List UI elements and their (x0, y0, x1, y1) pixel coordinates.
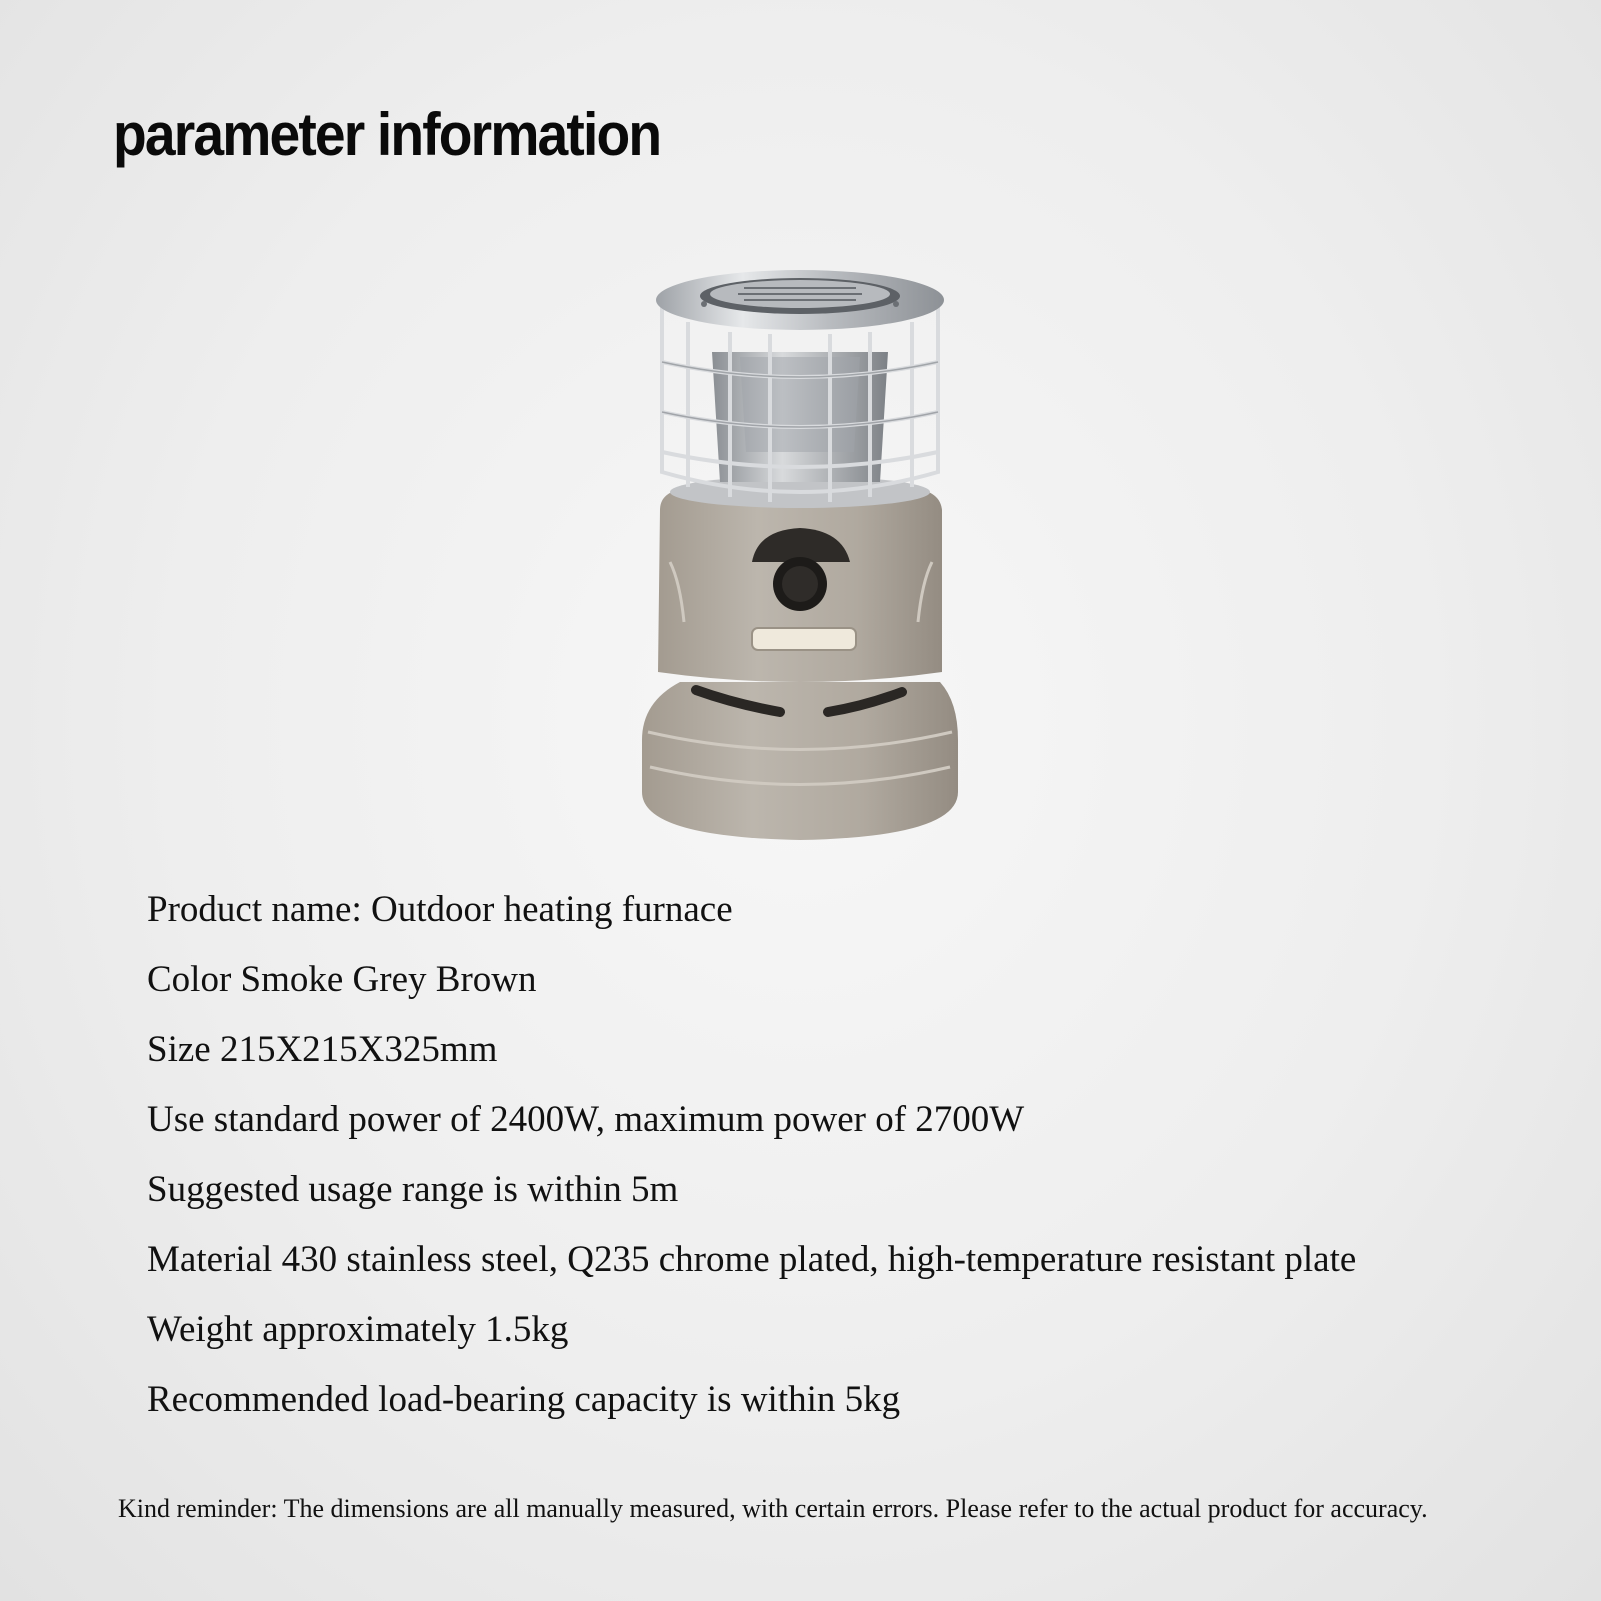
spec-material: Material 430 stainless steel, Q235 chrome plated, high-temperature resistant plate (147, 1239, 1357, 1280)
spec-load-capacity: Recommended load-bearing capacity is within 5kg (147, 1379, 901, 1420)
spec-usage-range: Suggested usage range is within 5m (147, 1169, 679, 1210)
spec-weight: Weight approximately 1.5kg (147, 1309, 569, 1350)
spec-color: Color Smoke Grey Brown (147, 959, 537, 1000)
label-plate (752, 628, 856, 650)
spec-power: Use standard power of 2400W, maximum power of 2700W (147, 1099, 1025, 1140)
heater-illustration (640, 262, 980, 862)
spec-list (147, 888, 1356, 1448)
page-title: parameter information (113, 101, 661, 168)
heater-base (642, 682, 958, 840)
spec-product-name: Product name: Outdoor heating furnace (147, 889, 733, 930)
spec-size: Size 215X215X325mm (147, 1029, 498, 1070)
product-image (640, 262, 980, 862)
kind-reminder: Kind reminder: The dimensions are all manually measured, with certain errors. Please refer to the actual product for accuracy. (118, 1494, 1428, 1523)
